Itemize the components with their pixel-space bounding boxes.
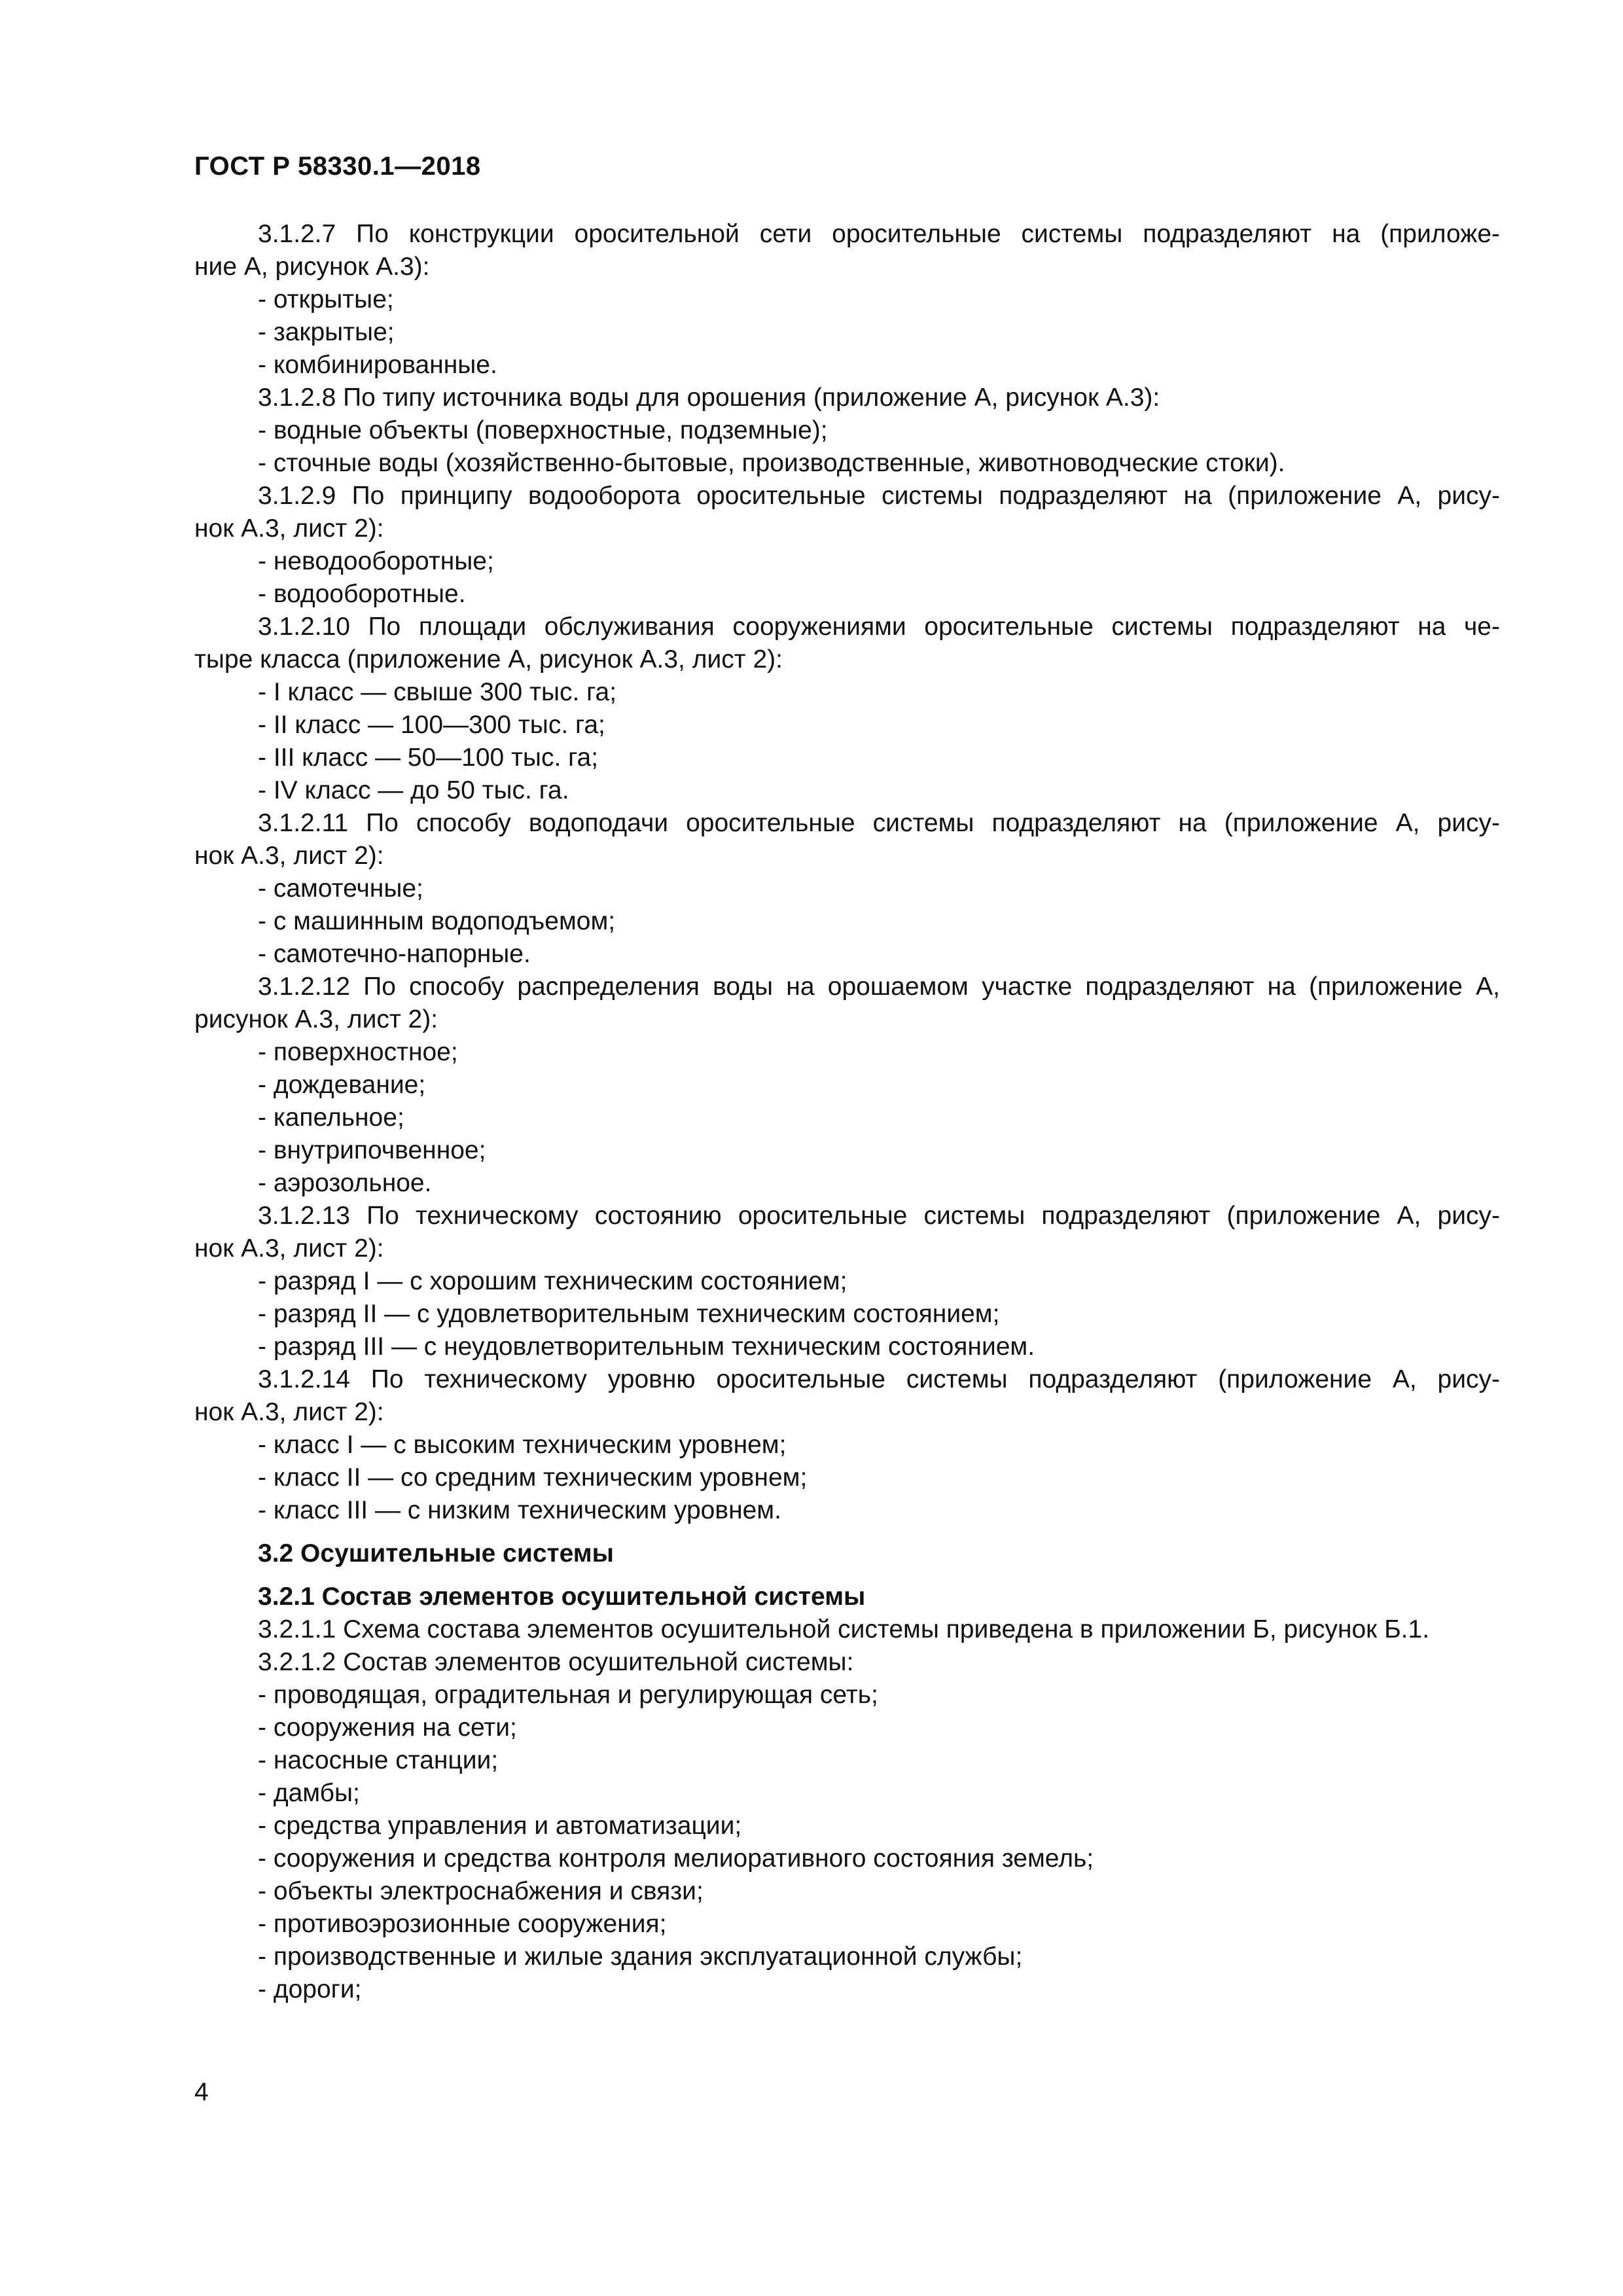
text-line: нок А.3, лист 2): <box>194 1234 384 1263</box>
text-line: нок А.3, лист 2): <box>194 842 384 870</box>
list-item: - аэрозольное. <box>258 1169 432 1197</box>
text-line: нок А.3, лист 2): <box>194 514 384 543</box>
list-item: - разряд II — с удовлетворительным техническим состоянием; <box>258 1300 1000 1328</box>
list-item: - дамбы; <box>258 1779 360 1807</box>
paragraph-3-2-1-1: 3.2.1.1 Схема состава элементов осушительной системы приведена в приложении Б, рисунок Б.1. <box>258 1615 1430 1643</box>
paragraph-3-1-2-9: 3.1.2.9 По принципу водооборота оросительные системы подразделяют на (приложение А, рису- <box>258 482 1500 510</box>
list-item: - средства управления и автоматизации; <box>258 1812 742 1840</box>
list-item: - дождевание; <box>258 1071 426 1099</box>
list-item: - неводооборотные; <box>258 547 494 575</box>
list-item: - противоэрозионные сооружения; <box>258 1910 667 1938</box>
list-item: - II класс — 100—300 тыс. га; <box>258 711 605 739</box>
list-item: - поверхностное; <box>258 1038 458 1066</box>
text-line: рисунок А.3, лист 2): <box>194 1005 438 1033</box>
list-item: - IV класс — до 50 тыс. га. <box>258 776 569 804</box>
text-line: тыре класса (приложение А, рисунок А.3, лист 2): <box>194 645 783 673</box>
list-item: - I класс — свыше 300 тыс. га; <box>258 678 617 706</box>
document-body <box>194 218 1500 2006</box>
list-item: - с машинным водоподъемом; <box>258 907 616 935</box>
document-header: ГОСТ Р 58330.1—2018 <box>194 152 481 181</box>
paragraph-3-2-1-2: 3.2.1.2 Состав элементов осушительной системы: <box>258 1648 854 1676</box>
page-number: 4 <box>194 2078 209 2106</box>
list-item: - сооружения и средства контроля мелиоративного состояния земель; <box>258 1844 1094 1873</box>
text-line: нок А.3, лист 2): <box>194 1398 384 1426</box>
list-item: - внутрипочвенное; <box>258 1136 486 1164</box>
list-item: - разряд III — с неудовлетворительным техническим состоянием. <box>258 1333 1035 1361</box>
list-item: - самотечно-напорные. <box>258 940 531 968</box>
paragraph-3-1-2-10: 3.1.2.10 По площади обслуживания сооружениями оросительные системы подразделяют на че- <box>258 613 1500 641</box>
paragraph-3-1-2-11: 3.1.2.11 По способу водоподачи оросительные системы подразделяют на (приложение А, рису- <box>258 809 1500 837</box>
list-item: - сооружения на сети; <box>258 1713 517 1742</box>
list-item: - производственные и жилые здания эксплуатационной службы; <box>258 1943 1023 1971</box>
paragraph-3-1-2-12: 3.1.2.12 По способу распределения воды на орошаемом участке подразделяют на (приложение А, <box>258 973 1500 1001</box>
list-item: - комбинированные. <box>258 351 497 379</box>
paragraph-3-1-2-7: 3.1.2.7 По конструкции оросительной сети оросительные системы подразделяют на (приложе- <box>258 220 1500 248</box>
list-item: - класс I — с высоким техническим уровнем; <box>258 1431 787 1459</box>
list-item: - проводящая, оградительная и регулирующая сеть; <box>258 1681 878 1709</box>
list-item: - объекты электроснабжения и связи; <box>258 1877 704 1905</box>
list-item: - класс II — со средним техническим уровнем; <box>258 1463 808 1492</box>
list-item: - разряд I — с хорошим техническим состоянием; <box>258 1267 847 1295</box>
list-item: - насосные станции; <box>258 1746 499 1774</box>
list-item: - дороги; <box>258 1975 362 2003</box>
list-item: - закрытые; <box>258 318 395 346</box>
paragraph-3-1-2-13: 3.1.2.13 По техническому состоянию оросительные системы подразделяют (приложение А, рису- <box>258 1202 1500 1230</box>
text-line: ние А, рисунок А.3): <box>194 253 430 281</box>
section-heading-3-2: 3.2 Осушительные системы <box>258 1539 614 1568</box>
list-item: - III класс — 50—100 тыс. га; <box>258 744 599 772</box>
list-item: - водные объекты (поверхностные, подземные); <box>258 416 828 444</box>
subsection-heading-3-2-1: 3.2.1 Состав элементов осушительной системы <box>258 1583 866 1611</box>
list-item: - сточные воды (хозяйственно-бытовые, производственные, животноводческие стоки). <box>258 449 1285 477</box>
paragraph-3-1-2-14: 3.1.2.14 По техническому уровню оросительные системы подразделяют (приложение А, рису- <box>258 1365 1500 1393</box>
list-item: - капельное; <box>258 1103 404 1132</box>
list-item: - самотечные; <box>258 874 423 903</box>
list-item: - водооборотные. <box>258 580 466 608</box>
list-item: - класс III — с низким техническим уровнем. <box>258 1496 781 1524</box>
paragraph-3-1-2-8: 3.1.2.8 По типу источника воды для орошения (приложение А, рисунок А.3): <box>258 384 1160 412</box>
list-item: - открытые; <box>258 285 394 314</box>
